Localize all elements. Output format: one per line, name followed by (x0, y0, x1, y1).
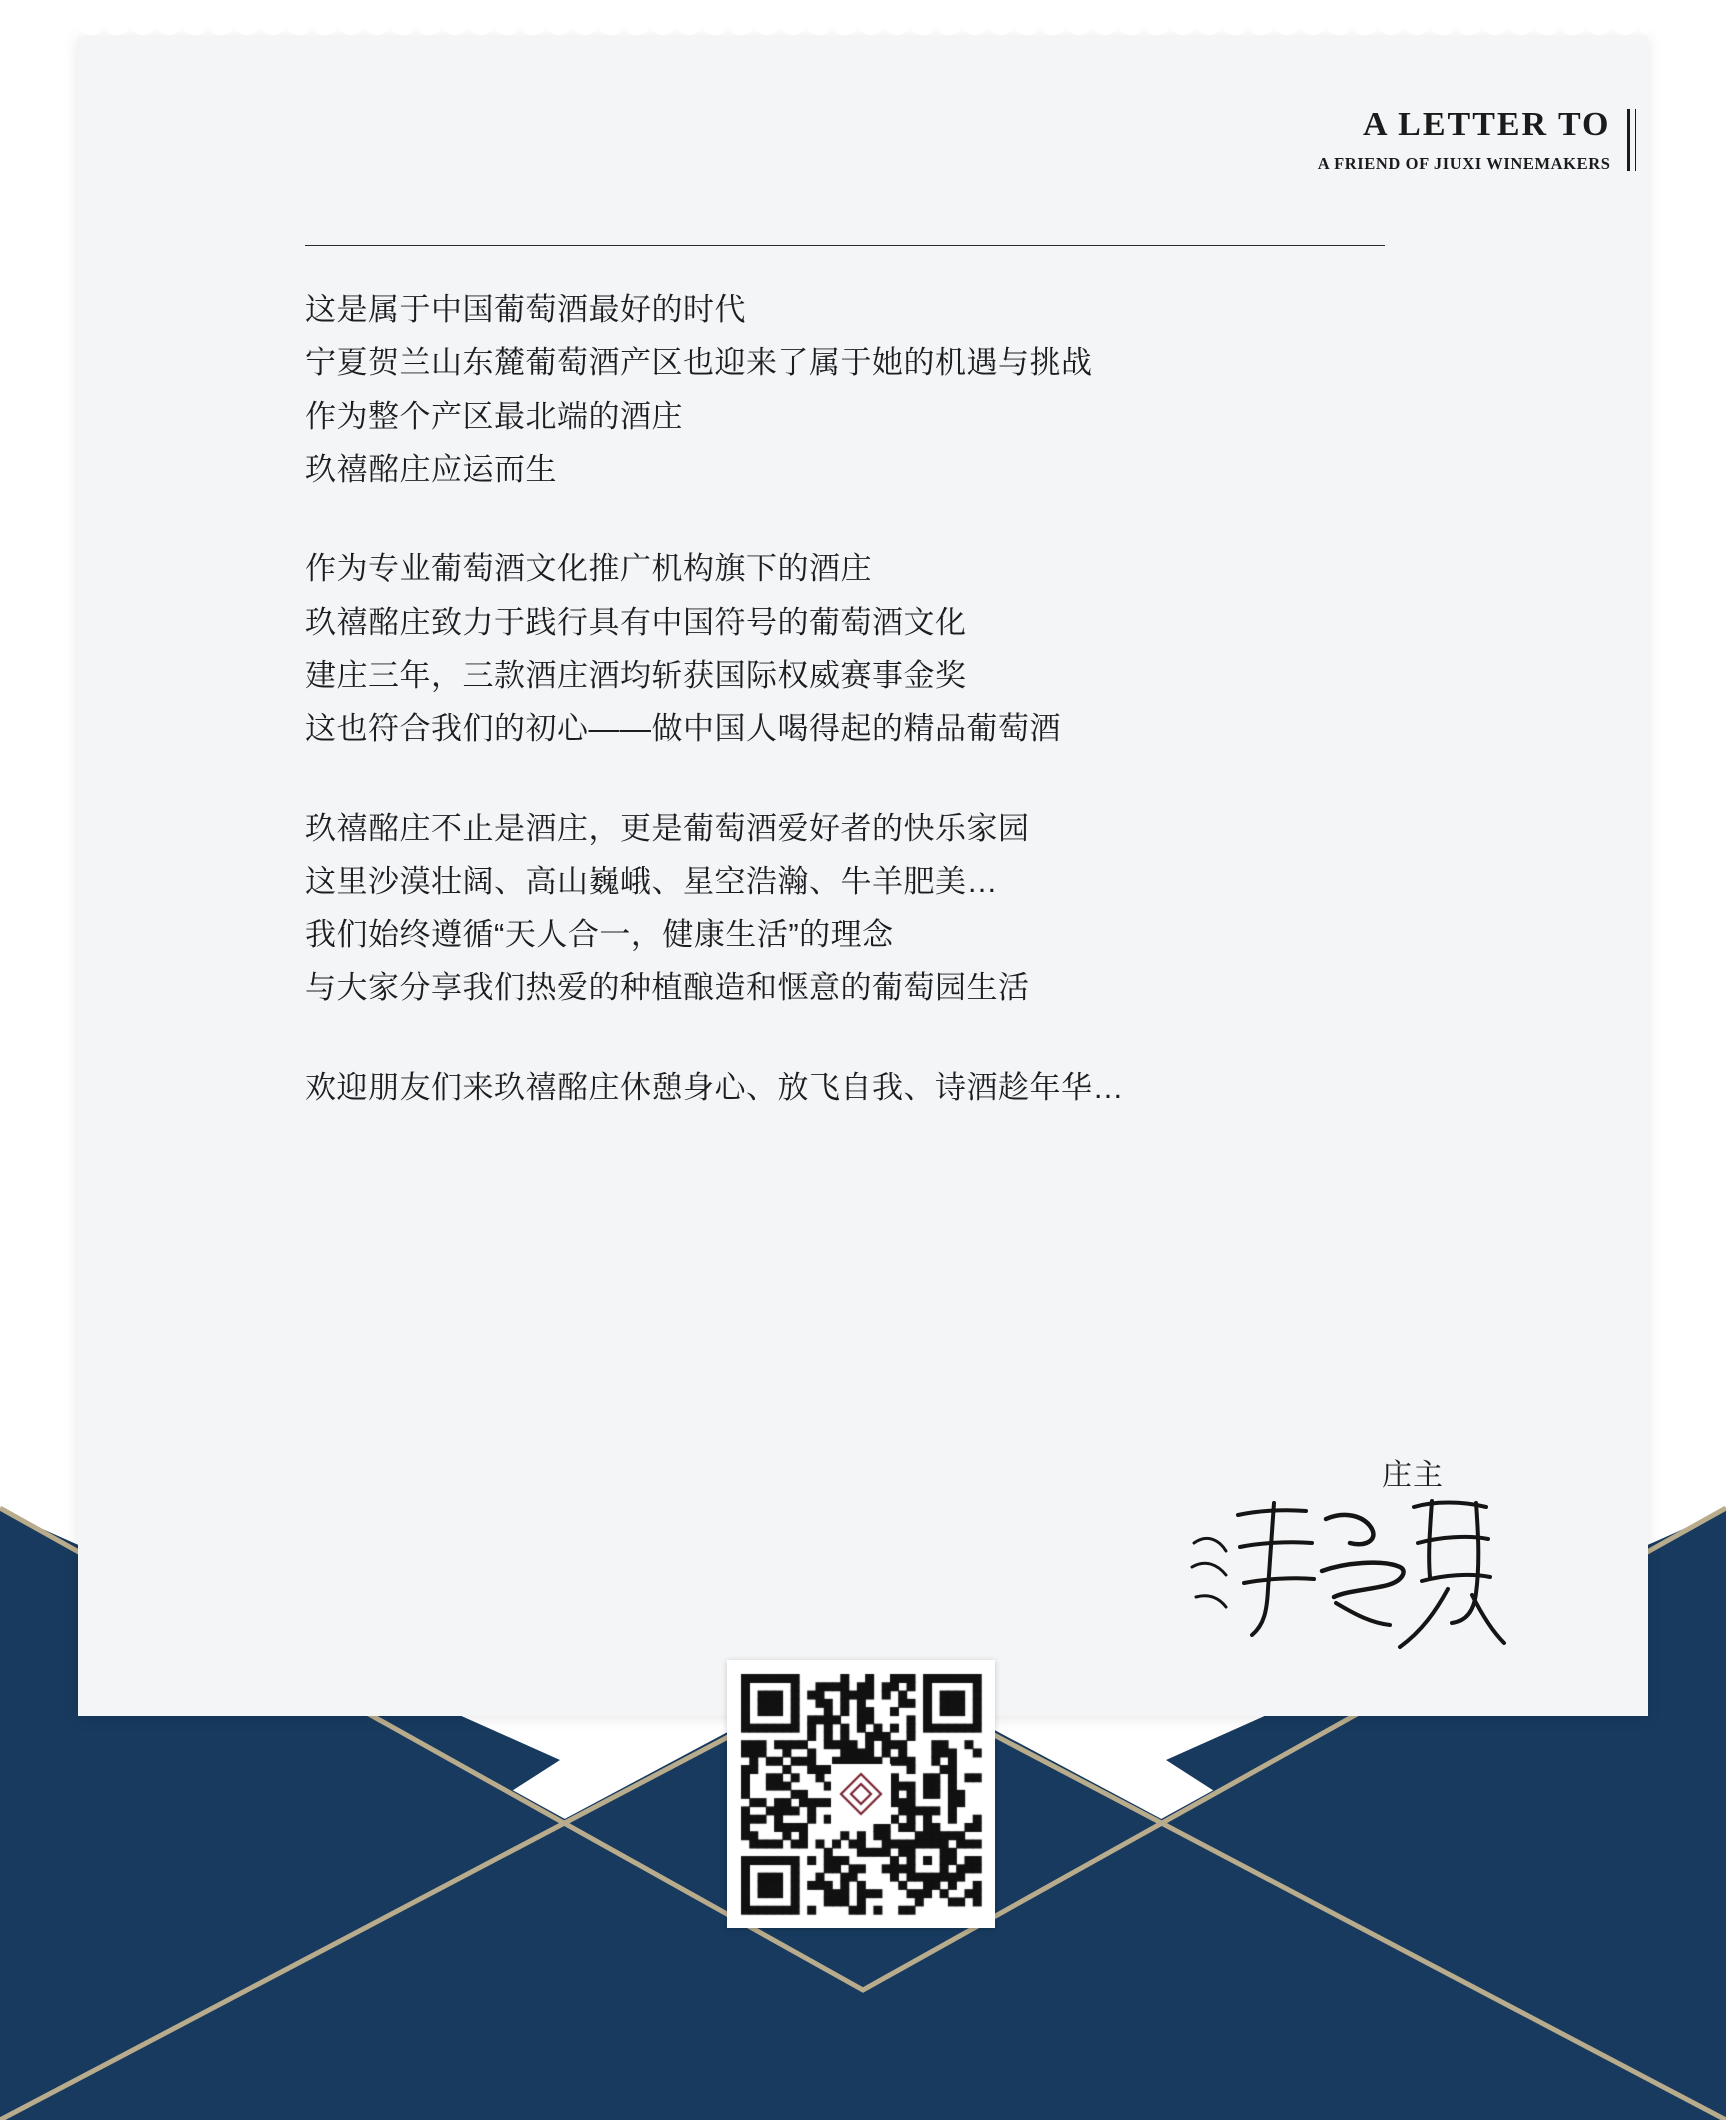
page-title: A LETTER TO (1362, 106, 1611, 143)
page-subtitle: A FRIEND OF JIUXI WINEMAKERS (1317, 154, 1611, 174)
qr-code[interactable] (727, 1660, 995, 1928)
letter-line: 玖禧酩庄不止是酒庄，更是葡萄酒爱好者的快乐家园 (305, 810, 1030, 846)
paragraph (305, 1061, 1455, 1114)
letter-line: 这是属于中国葡萄酒最好的时代 (305, 292, 746, 327)
letter-line: 欢迎朋友们来玖禧酩庄休憩身心、放飞自我、诗酒趁年华… (305, 1069, 1124, 1105)
letter-header (1318, 105, 1636, 174)
letter-line: 这也符合我们的初心——做中国人喝得起的精品葡萄酒 (305, 711, 1061, 747)
letter-body (305, 283, 1455, 1114)
letter-line: 这里沙漠壮阔、高山巍峨、星空浩瀚、牛羊肥美… (305, 863, 998, 899)
letter-line: 玖禧酩庄致力于践行具有中国符号的葡萄酒文化 (305, 604, 967, 640)
letter-line: 作为整个产区最北端的酒庄 (305, 398, 683, 434)
header-divider (305, 245, 1385, 246)
paragraph (305, 802, 1455, 1015)
letter-line: 我们始终遵循“天人合一，健康生活”的理念 (305, 917, 894, 953)
paragraph (305, 283, 1455, 496)
scalloped-edge (78, 22, 1648, 48)
paragraph (305, 542, 1455, 755)
letter-line: 与大家分享我们热爱的种植酿造和惬意的葡萄园生活 (305, 970, 1030, 1006)
letter-line: 建庄三年，三款酒庄酒均斩获国际权威赛事金奖 (305, 657, 967, 693)
signature-label: 庄主 (1382, 1459, 1444, 1492)
letter-line: 玖禧酩庄应运而生 (305, 451, 557, 487)
double-bar-icon (1627, 109, 1637, 171)
qr-code-canvas (727, 1660, 995, 1928)
handwritten-signature-icon (1186, 1485, 1516, 1660)
letter-line: 作为专业葡萄酒文化推广机构旗下的酒庄 (305, 551, 872, 587)
letter-line: 宁夏贺兰山东麓葡萄酒产区也迎来了属于她的机遇与挑战 (305, 345, 1093, 381)
